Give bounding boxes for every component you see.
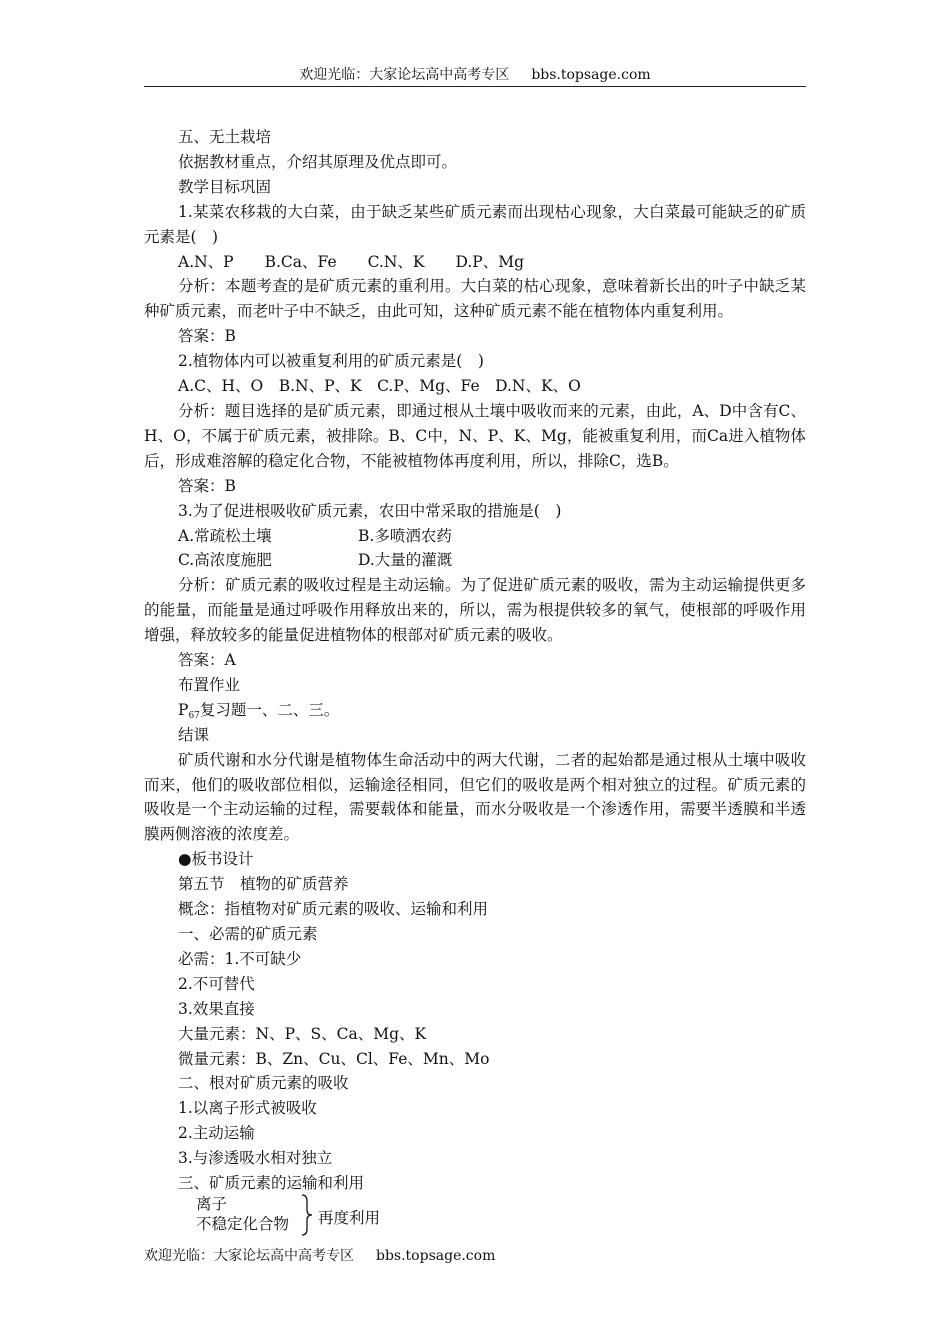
option-b: B.多喷洒农药	[358, 526, 452, 545]
option-a: A.常疏松土壤	[178, 526, 272, 545]
board-heading: 三、矿质元素的运输和利用	[178, 1174, 365, 1193]
question-analysis: 分析：矿质元素的吸收过程是主动运输。为了促进矿质元素的吸收，需为主动运输提供更多的能量，而能量是通过呼吸作用释放出来的，所以，需为根提供较多的氧气，使根部的呼吸作用增强，释放较多的能量促进植物体的根部对矿质元素的吸收。	[144, 576, 806, 645]
board-line: 微量元素：B、Zn、Cu、Cl、Fe、Mn、Mo	[178, 1049, 490, 1068]
board-title: ●板书设计	[178, 850, 254, 869]
board-lesson: 第五节 植物的矿质营养	[178, 875, 349, 894]
option-c: C.高浓度施肥	[178, 551, 272, 570]
summary-title: 结课	[178, 725, 210, 744]
brace-item-ion: 离子	[196, 1194, 228, 1213]
board-line: 2.主动运输	[178, 1124, 255, 1143]
homework-title: 布置作业	[178, 675, 241, 694]
board-line: 2.不可替代	[178, 974, 255, 993]
paragraph: 依据教材重点，介绍其原理及优点即可。	[178, 152, 458, 171]
board-line: 1.以离子形式被吸收	[178, 1099, 317, 1118]
header-site: 欢迎光临：大家论坛高中高考专区	[299, 67, 510, 83]
question-answer: 答案：B	[178, 476, 236, 495]
board-line: 大量元素：N、P、S、Ca、Mg、K	[178, 1024, 427, 1043]
footer-url[interactable]: bbs.topsage.com	[376, 1248, 496, 1264]
question-answer: 答案：A	[178, 651, 236, 670]
brace-diagram	[144, 1192, 806, 1238]
option-d: D.大量的灌溉	[358, 551, 453, 570]
board-line: 3.效果直接	[178, 999, 255, 1018]
page-footer	[144, 1247, 495, 1265]
question-options-row	[144, 548, 806, 573]
document-body	[144, 125, 806, 1238]
question-analysis: 分析：题目选择的是矿质元素，即通过根从土壤中吸收而来的元素，由此，A、D中含有C、H、O，不属于矿质元素，被排除。B、C中，N、P、K、Mg，能被重复利用，而Ca进入植物体后，形成难溶解的稳定化合物，不能被植物体再度利用，所以，排除C，选B。	[144, 401, 806, 470]
section-title: 教学目标巩固	[178, 177, 272, 196]
question-stem: 3.为了促进根吸收矿质元素，农田中常采取的措施是( )	[178, 501, 562, 520]
question-options: A.C、H、O B.N、P、K C.P、Mg、Fe D.N、K、O	[178, 377, 581, 396]
question-analysis: 分析：本题考查的是矿质元素的重利用。大白菜的枯心现象，意味着新长出的叶子中缺乏某种矿质元素，而老叶子中不缺乏，由此可知，这种矿质元素不能在植物体内重复利用。	[144, 277, 806, 321]
board-concept: 概念：指植物对矿质元素的吸收、运输和利用	[178, 900, 489, 919]
question-answer: 答案：B	[178, 327, 236, 346]
summary-text: 矿质代谢和水分代谢是植物体生命活动中的两大代谢，二者的起始都是通过根从土壤中吸收而来，他们的吸收部位相似，运输途径相同，但它们的吸收是两个相对独立的过程。矿质元素的吸收是一个主动运输的过程，需要载体和能量，而水分吸收是一个渗透作用，需要半透膜和半透膜两侧溶液的浓度差。	[144, 750, 806, 844]
board-heading: 一、必需的矿质元素	[178, 925, 318, 943]
brace-item-compound: 不稳定化合物	[196, 1214, 290, 1233]
brace-label: 再度利用	[318, 1208, 381, 1227]
question-stem: 2.植物体内可以被重复利用的矿质元素是( )	[178, 352, 484, 371]
footer-site: 欢迎光临：大家论坛高中高考专区	[144, 1248, 354, 1264]
question-stem: 1.某菜农移栽的大白菜，由于缺乏某些矿质元素而出现枯心现象，大白菜最可能缺乏的矿质元素是( )	[144, 202, 806, 246]
board-line: 必需：1.不可缺少	[178, 949, 302, 968]
homework-text: $P_{67}$复习题一、二、三。	[178, 700, 340, 721]
right-brace-icon	[300, 1194, 314, 1236]
board-heading: 二、根对矿质元素的吸收	[178, 1074, 349, 1093]
question-options: A.N、P B.Ca、Fe C.N、K D.P、Mg	[178, 252, 525, 271]
section-title: 五、无土栽培	[178, 128, 272, 146]
header-url[interactable]: bbs.topsage.com	[531, 67, 651, 83]
brace-items	[196, 1194, 289, 1234]
question-options-row	[144, 524, 806, 549]
board-line: 3.与渗透吸水相对独立	[178, 1149, 333, 1168]
page-header	[144, 66, 806, 87]
